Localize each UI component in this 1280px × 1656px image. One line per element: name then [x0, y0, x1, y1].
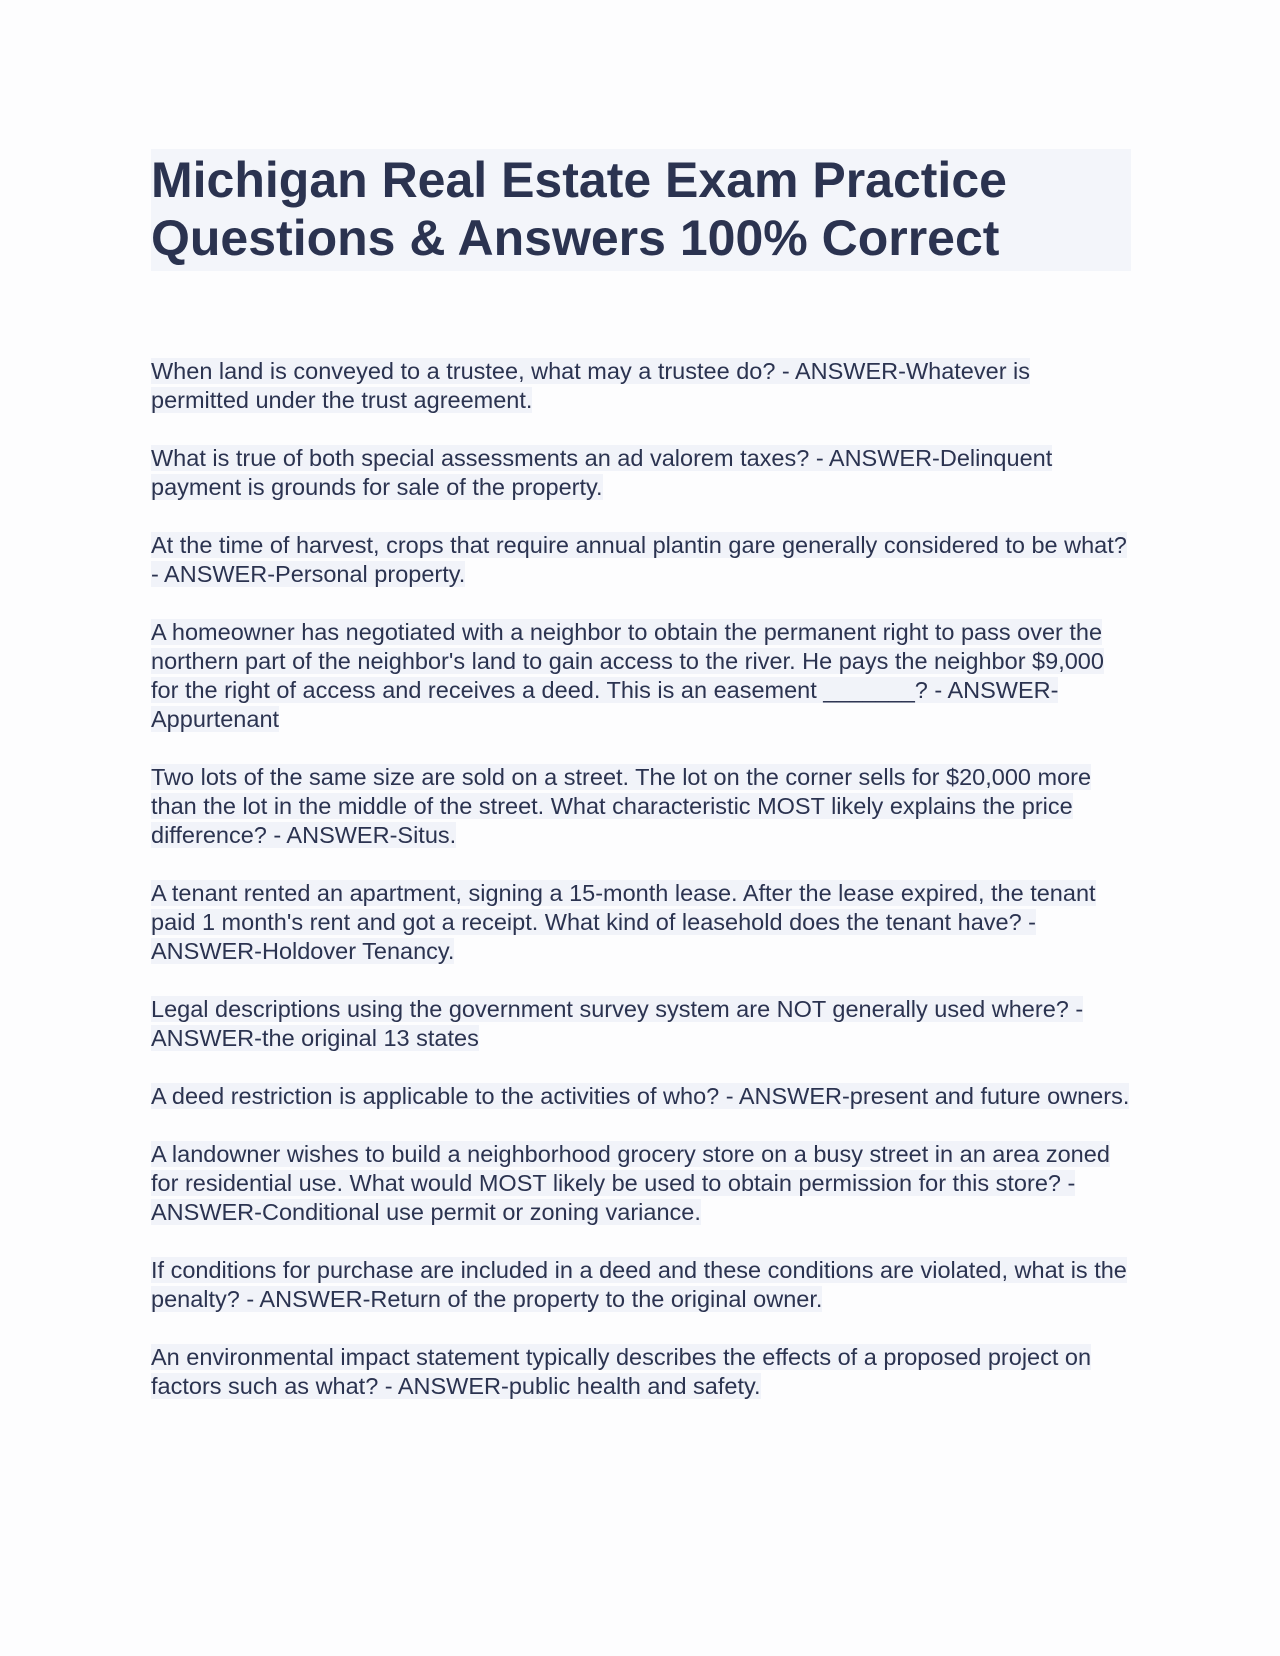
title-block — [151, 149, 1131, 271]
qa-text: A landowner wishes to build a neighborhood grocery store on a busy street in an area zoned for residential use. What would MOST likely be used to obtain permission for this store? - ANSWER-Conditional use permit or zoning variance. — [151, 1141, 1110, 1225]
qa-text: If conditions for purchase are included in a deed and these conditions are violated, what is the penalty? - ANSWER-Return of the property to the original owner. — [151, 1257, 1127, 1312]
qa-item — [151, 995, 1131, 1053]
document-title: Michigan Real Estate Exam Practice Questions & Answers 100% Correct — [151, 152, 1007, 266]
qa-text: Two lots of the same size are sold on a street. The lot on the corner sells for $20,000 more than the lot in the middle of the street. What characteristic MOST likely explains the price difference? - ANSWER-Situs. — [151, 764, 1092, 848]
qa-text: Legal descriptions using the government survey system are NOT generally used where? - ANSWER-the original 13 states — [151, 996, 1084, 1051]
qa-item — [151, 1082, 1131, 1111]
qa-list — [151, 357, 1131, 1401]
qa-item — [151, 444, 1131, 502]
document-page — [151, 149, 1131, 1430]
qa-item — [151, 763, 1131, 850]
qa-item — [151, 357, 1131, 415]
qa-item — [151, 1140, 1131, 1227]
qa-text: What is true of both special assessments an ad valorem taxes? - ANSWER-Delinquent payment is grounds for sale of the property. — [151, 445, 1053, 500]
qa-item — [151, 879, 1131, 966]
qa-text: A homeowner has negotiated with a neighbor to obtain the permanent right to pass over the northern part of the neighbor's land to gain access to the river. He pays the neighbor $9,000 for the right of access and receives a deed. This is an easement _______? - ANSWER-Appurtenant — [151, 619, 1104, 732]
qa-text: An environmental impact statement typically describes the effects of a proposed project on factors such as what? - ANSWER-public health and safety. — [151, 1344, 1092, 1399]
qa-text: A deed restriction is applicable to the activities of who? - ANSWER-present and future owners. — [151, 1083, 1130, 1109]
qa-item — [151, 531, 1131, 589]
qa-text: A tenant rented an apartment, signing a 15-month lease. After the lease expired, the tenant paid 1 month's rent and got a receipt. What kind of leasehold does the tenant have? - ANSWER-Holdover Tenancy. — [151, 880, 1096, 964]
qa-item — [151, 618, 1131, 734]
qa-item — [151, 1343, 1131, 1401]
qa-text: When land is conveyed to a trustee, what may a trustee do? - ANSWER-Whatever is permitted under the trust agreement. — [151, 358, 1031, 413]
qa-item — [151, 1256, 1131, 1314]
qa-text: At the time of harvest, crops that require annual plantin gare generally considered to be what? - ANSWER-Personal property. — [151, 532, 1127, 587]
